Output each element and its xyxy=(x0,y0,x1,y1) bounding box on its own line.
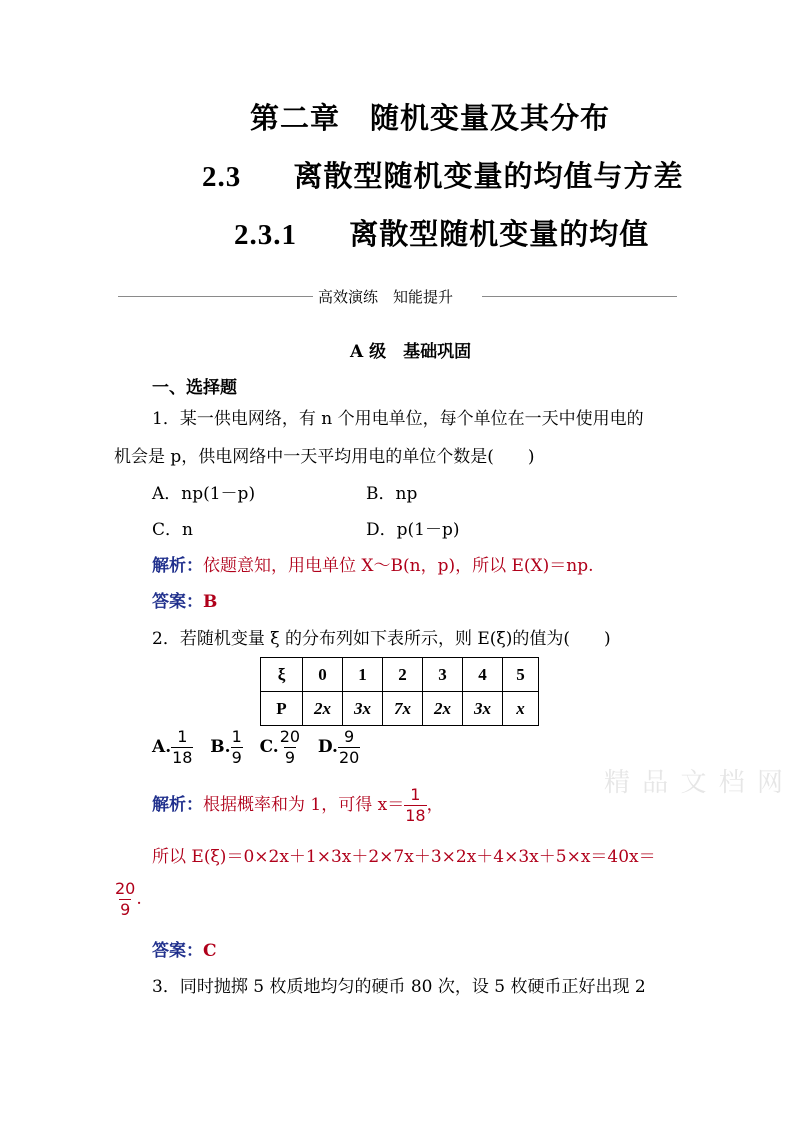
banner-rule-right xyxy=(482,296,677,297)
subsection-title xyxy=(234,212,649,253)
q2-answer-value: C xyxy=(203,941,217,961)
section-banner: 高效演练 知能提升 xyxy=(318,288,454,306)
table-cell: 2x xyxy=(423,692,463,726)
q2-line1: 2．若随机变量 ξ 的分布列如下表所示，则 E(ξ)的值为( ) xyxy=(152,629,611,649)
q2-option-d-label: D. xyxy=(317,737,338,757)
q2-result-punct: . xyxy=(136,889,142,909)
q2-analysis-line1 xyxy=(152,786,444,825)
section-title xyxy=(202,154,683,195)
q2-analysis-text: 根据概率和为 1，可得 x＝ xyxy=(203,795,405,815)
part-heading: 一、选择题 xyxy=(152,378,237,398)
table-row xyxy=(261,692,539,726)
q2-analysis-line3 xyxy=(114,880,142,919)
table-cell: 2x xyxy=(303,692,343,726)
table-header-row xyxy=(261,658,539,692)
table-cell: 2 xyxy=(383,658,423,692)
q2-option-b-fraction: $\frac{1}{9}$ xyxy=(231,727,242,767)
q1-answer-label: 答案： xyxy=(152,592,203,612)
table-cell: 5 xyxy=(503,658,539,692)
q1-analysis-text: 依题意知，用电单位 X～B(n，p)，所以 E(X)＝np. xyxy=(203,556,594,576)
q1-option-d: D．p(1－p) xyxy=(366,520,460,540)
q2-analysis-line2: 所以 E(ξ)＝0×2x＋1×3x＋2×7x＋3×2x＋4×3x＋5×x＝40x＝ xyxy=(152,847,656,867)
banner-rule-left xyxy=(118,296,313,297)
q2-answer xyxy=(152,940,217,962)
q2-option-d-fraction: $\frac{9}{20}$ xyxy=(338,727,360,767)
q2-option-c-fraction: $\frac{20}{9}$ xyxy=(279,727,301,767)
table-cell: 4 xyxy=(463,658,503,692)
q1-answer-value: B xyxy=(203,592,218,612)
q3-line1: 3．同时抛掷 5 枚质地均匀的硬币 80 次，设 5 枚硬币正好出现 2 xyxy=(152,977,646,997)
q2-analysis-label: 解析： xyxy=(152,795,203,815)
table-cell: P xyxy=(261,692,303,726)
table-cell: 0 xyxy=(303,658,343,692)
table-cell: 3 xyxy=(423,658,463,692)
q2-options xyxy=(152,728,360,767)
level-heading: A 级 基础巩固 xyxy=(350,342,472,362)
table-cell: 7x xyxy=(383,692,423,726)
table-cell: 3x xyxy=(463,692,503,726)
q1-option-c: C．n xyxy=(152,520,193,540)
watermark: 精 品 文 档 网 xyxy=(604,768,786,798)
distribution-table xyxy=(260,657,539,726)
q1-analysis xyxy=(152,555,594,577)
section-number: 2.3 xyxy=(202,161,242,193)
q2-analysis-punct: ， xyxy=(426,795,444,815)
subsection-text: 离散型随机变量的均值 xyxy=(349,217,650,251)
section-text: 离散型随机变量的均值与方差 xyxy=(293,159,684,193)
q1-line2: 机会是 p，供电网络中一天平均用电的单位个数是( ) xyxy=(114,447,535,467)
table-cell: 1 xyxy=(343,658,383,692)
table-cell: ξ xyxy=(261,658,303,692)
q1-option-a: A．np(1－p) xyxy=(152,484,256,504)
q2-result-fraction: $\frac{20}{9}$ xyxy=(115,879,136,919)
table-cell: x xyxy=(503,692,539,726)
table-cell: 3x xyxy=(343,692,383,726)
q1-answer xyxy=(152,591,217,613)
q2-option-a-label: A. xyxy=(152,737,172,757)
q1-analysis-label: 解析： xyxy=(152,556,203,576)
q2-option-c-label: C. xyxy=(259,737,279,757)
subsection-number: 2.3.1 xyxy=(234,219,297,251)
chapter-title: 第二章 随机变量及其分布 xyxy=(250,101,611,135)
q1-line1: 1．某一供电网络，有 n 个用电单位，每个单位在一天中使用电的 xyxy=(152,409,644,429)
q2-answer-label: 答案： xyxy=(152,941,203,961)
q2-option-a-fraction: $\frac{1}{18}$ xyxy=(172,727,193,767)
q2-option-b-label: B. xyxy=(210,737,231,757)
q2-analysis-fraction: $\frac{1}{18}$ xyxy=(405,785,426,825)
q1-option-b: B．np xyxy=(366,484,418,504)
